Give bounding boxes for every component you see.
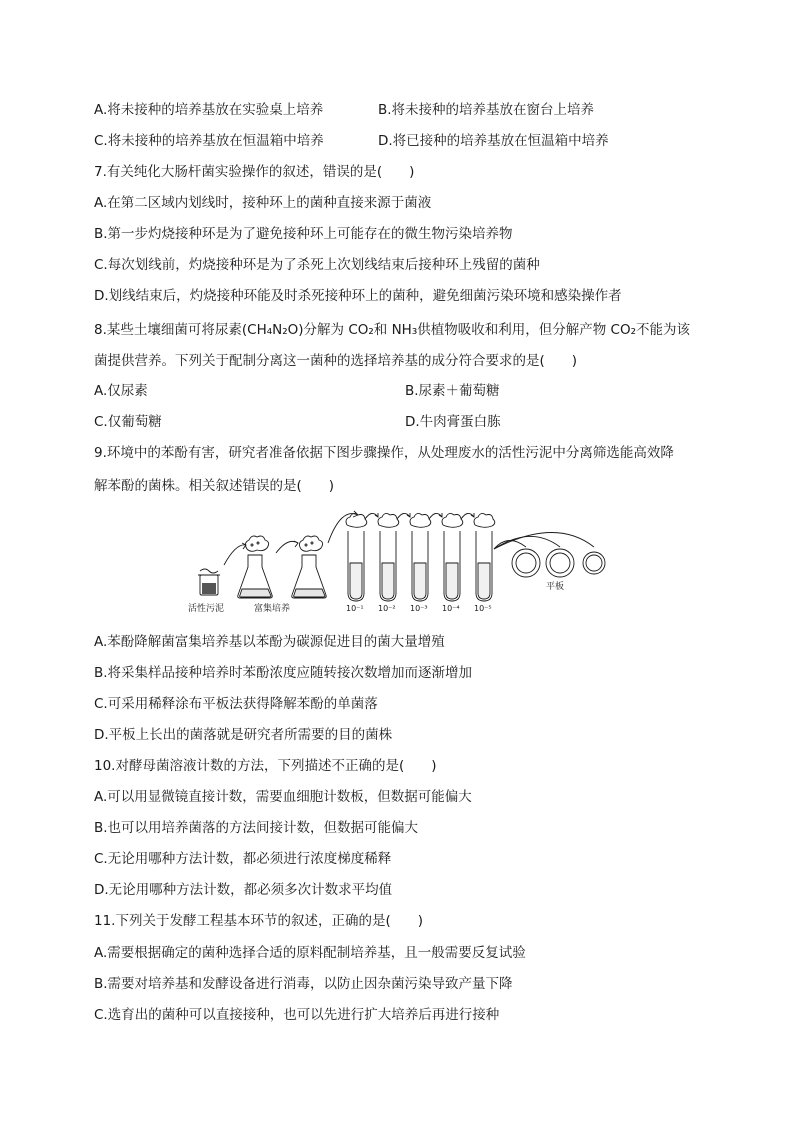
label-enrichment: 富集培养 <box>254 604 291 614</box>
tube-5-icon <box>474 513 495 601</box>
q9-stem-line1: 9.环境中的苯酚有害，研究者准备依据下图步骤操作，从处理废水的活性污泥中分离筛选能高效降 <box>94 445 674 461</box>
q8-option-c: C.仅葡萄糖 <box>94 414 162 430</box>
q6-option-c: C.将未接种的培养基放在恒温箱中培养 <box>94 133 324 149</box>
dilution-tubes <box>346 513 495 601</box>
label-sludge: 活性污泥 <box>188 604 225 614</box>
arrow-2 <box>276 541 298 553</box>
q8-option-b: B.尿素＋葡萄糖 <box>405 383 500 399</box>
sludge-beaker-icon <box>198 569 220 595</box>
q9-option-b: B.将采集样品接种培养时苯酚浓度应随转接次数增加而逐渐增加 <box>94 665 473 681</box>
tube-label-4: 10⁻⁴ <box>442 604 460 613</box>
q11-option-c: C.选育出的菌种可以直接接种，也可以先进行扩大培养后再进行接种 <box>94 1007 500 1023</box>
q9-option-a: A.苯酚降解菌富集培养基以苯酚为碳源促进目的菌大量增殖 <box>94 634 445 650</box>
q8-stem-line2: 菌提供营养。下列关于配制分离这一菌种的选择培养基的成分符合要求的是( ) <box>94 353 578 369</box>
q10-option-d: D.无论用哪种方法计数，都必须多次计数求平均值 <box>94 882 393 898</box>
q6-option-a: A.将未接种的培养基放在实验桌上培养 <box>94 102 324 118</box>
q7-option-c: C.每次划线前，灼烧接种环是为了杀死上次划线结束后接种环上残留的菌种 <box>94 257 540 273</box>
q7-option-b: B.第一步灼烧接种环是为了避免接种环上可能存在的微生物污染培养物 <box>94 226 513 242</box>
tube-2-icon <box>378 513 399 601</box>
tube-1-icon <box>346 513 367 601</box>
q11-option-a: A.需要根据确定的菌种选择合适的原料配制培养基，且一般需要反复试验 <box>94 945 526 961</box>
tube-3-icon <box>410 513 431 601</box>
tube-label-1: 10⁻¹ <box>346 604 364 613</box>
q8-stem-line1: 8.某些土壤细菌可将尿素(CH₄N₂O)分解为 CO₂和 NH₃供植物吸收和利用，但分解产物 CO₂不能为该 <box>94 322 691 338</box>
arrow-1 <box>224 545 246 565</box>
q9-stem-line2: 解苯酚的菌株。相关叙述错误的是( ) <box>94 478 335 494</box>
q6-option-d: D.将已接种的培养基放在恒温箱中培养 <box>378 133 609 149</box>
q10-option-c: C.无论用哪种方法计数，都必须进行浓度梯度稀释 <box>94 851 392 867</box>
q10-stem: 10.对酵母菌溶液计数的方法，下列描述不正确的是( ) <box>94 758 437 774</box>
tube-label-5: 10⁻⁵ <box>474 604 492 613</box>
q7-option-a: A.在第二区域内划线时，接种环上的菌种直接来源于菌液 <box>94 195 432 211</box>
q8-option-d: D.牛肉膏蛋白胨 <box>405 414 501 430</box>
q9-figure <box>186 503 606 621</box>
q7-option-d: D.划线结束后，灼烧接种环能及时杀死接种环上的菌种，避免细菌污染环境和感染操作者 <box>94 288 622 304</box>
q10-option-b: B.也可以用培养菌落的方法间接计数，但数据可能偏大 <box>94 820 419 836</box>
q11-option-b: B.需要对培养基和发酵设备进行消毒，以防止因杂菌污染导致产量下降 <box>94 976 513 992</box>
q6-option-b: B.将未接种的培养基放在窗台上培养 <box>378 102 595 118</box>
tube-label-3: 10⁻³ <box>410 604 428 613</box>
q9-option-d: D.平板上长出的菌落就是研究者所需要的目的菌株 <box>94 727 393 743</box>
q11-stem: 11.下列关于发酵工程基本环节的叙述，正确的是( ) <box>94 913 424 929</box>
tube-4-icon <box>442 513 463 601</box>
tube-label-2: 10⁻² <box>378 604 396 613</box>
q7-stem: 7.有关纯化大肠杆菌实验操作的叙述，错误的是( ) <box>94 164 415 180</box>
label-plate: 平板 <box>546 582 565 592</box>
q8-option-a: A.仅尿素 <box>94 383 148 399</box>
q10-option-a: A.可以用显微镜直接计数，需要血细胞计数板，但数据可能偏大 <box>94 789 472 805</box>
enrichment-flask-2-icon <box>292 536 327 598</box>
arrow-3 <box>328 514 358 543</box>
q9-option-c: C.可采用稀释涂布平板法获得降解苯酚的单菌落 <box>94 696 378 712</box>
agar-plates <box>512 549 605 577</box>
